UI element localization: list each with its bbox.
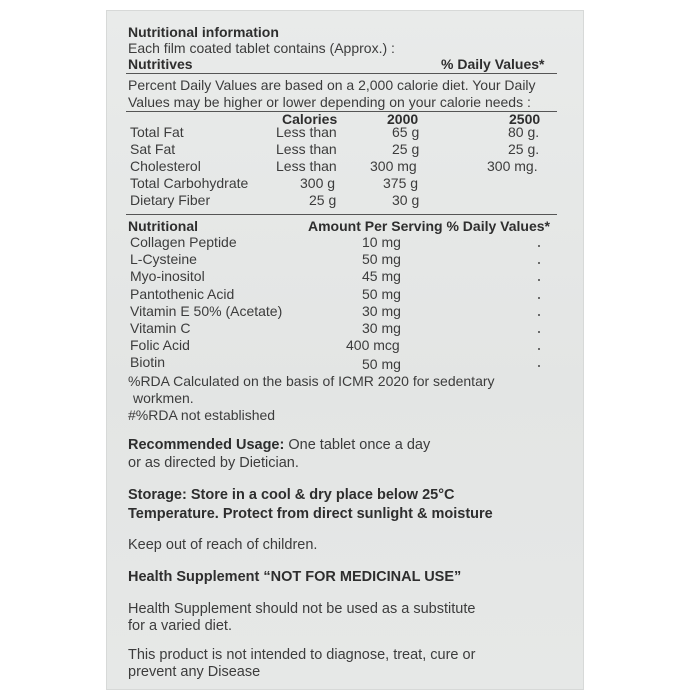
substitute-line1: Health Supplement should not be used as a substitute: [128, 601, 476, 617]
usage-line1: [128, 436, 430, 454]
ingredients-header-amount: Amount Per Serving % Daily Values*: [308, 218, 550, 234]
nutrition-heading: Nutritional information: [128, 24, 279, 40]
row-2500: 25 g.: [508, 141, 540, 157]
rda-not-established: #%RDA not established: [128, 407, 276, 423]
divider: [126, 73, 557, 74]
row-name: Sat Fat: [130, 141, 176, 157]
ingredient-name: L-Cysteine: [130, 251, 197, 267]
each-tablet-text: Each film coated tablet contains (Approx.) :: [128, 40, 395, 56]
ingredient-amount: 400 mcg: [346, 337, 400, 353]
ingredient-amount: 50 mg: [362, 356, 401, 372]
calorie-note-line2: Values may be higher or lower depending on your calorie needs :: [128, 94, 531, 110]
calories-header: Calories: [282, 111, 338, 127]
ingredient-name: Vitamin E 50% (Acetate): [130, 303, 283, 319]
storage-line2: Temperature. Protect from direct sunlight & moisture: [128, 506, 493, 522]
rda-note-line2: workmen.: [133, 390, 194, 406]
row-2500: 300 mg.: [487, 158, 538, 174]
dv-bullet: [538, 245, 540, 247]
ingredient-name: Myo-inositol: [130, 268, 205, 284]
divider: [126, 111, 557, 112]
ingredient-amount: 10 mg: [362, 234, 401, 250]
row-qualifier: Less than: [276, 141, 337, 157]
ingredient-amount: 50 mg: [362, 286, 401, 302]
ingredient-name: Collagen Peptide: [130, 234, 237, 250]
row-2000: 25 g: [392, 141, 420, 157]
keep-out-text: Keep out of reach of children.: [128, 537, 318, 553]
row-2000: 300 mg: [370, 158, 417, 174]
calorie-note-line1: Percent Daily Values are based on a 2,000 calorie diet. Your Daily: [128, 77, 536, 93]
dv-bullet: [538, 331, 540, 333]
ingredient-amount: 30 mg: [362, 320, 401, 336]
row-2000: 375 g: [383, 175, 419, 191]
storage-line1: Storage: Store in a cool & dry place below 25°C: [128, 487, 455, 503]
row-2000: 30 g: [392, 192, 420, 208]
row-qualifier: Less than: [276, 158, 337, 174]
divider: [126, 214, 557, 215]
disclaimer-line1: This product is not intended to diagnose, treat, cure or: [128, 647, 476, 663]
dv-bullet: [538, 365, 540, 367]
dv-bullet: [538, 262, 540, 264]
substitute-line2: for a varied diet.: [128, 618, 232, 634]
health-supplement-heading: Health Supplement “NOT FOR MEDICINAL USE”: [128, 569, 462, 585]
row-2500: 80 g.: [508, 124, 540, 140]
row-2000: 65 g: [392, 124, 420, 140]
calories-2000-header: 2000: [387, 111, 419, 127]
row-qualifier: Less than: [276, 124, 337, 140]
row-name: Cholesterol: [130, 158, 201, 174]
dv-bullet: [538, 314, 540, 316]
usage-label: Recommended Usage:: [128, 437, 285, 453]
row-qualifier: 300 g: [300, 175, 336, 191]
dv-bullet: [538, 297, 540, 299]
nutritives-label: Nutritives: [128, 56, 193, 72]
ingredient-amount: 30 mg: [362, 303, 401, 319]
disclaimer-line2: prevent any Disease: [128, 664, 261, 680]
row-name: Total Fat: [130, 124, 184, 140]
ingredients-header-label: Nutritional: [128, 218, 198, 234]
rda-note-line1: %RDA Calculated on the basis of ICMR 2020 for sedentary: [128, 373, 495, 389]
usage-line2: or as directed by Dietician.: [128, 455, 299, 471]
ingredient-amount: 50 mg: [362, 251, 401, 267]
usage-text: One tablet once a day: [284, 437, 431, 453]
daily-values-label: % Daily Values*: [441, 56, 545, 72]
ingredient-amount: 45 mg: [362, 268, 401, 284]
dv-bullet: [538, 279, 540, 281]
ingredient-name: Pantothenic Acid: [130, 286, 235, 302]
row-name: Dietary Fiber: [130, 192, 211, 208]
dv-bullet: [538, 348, 540, 350]
row-qualifier: 25 g: [309, 192, 337, 208]
row-name: Total Carbohydrate: [130, 175, 249, 191]
calories-2500-header: 2500: [509, 111, 541, 127]
ingredient-name: Biotin: [130, 354, 166, 370]
ingredient-name: Vitamin C: [130, 320, 191, 336]
ingredient-name: Folic Acid: [130, 337, 190, 353]
